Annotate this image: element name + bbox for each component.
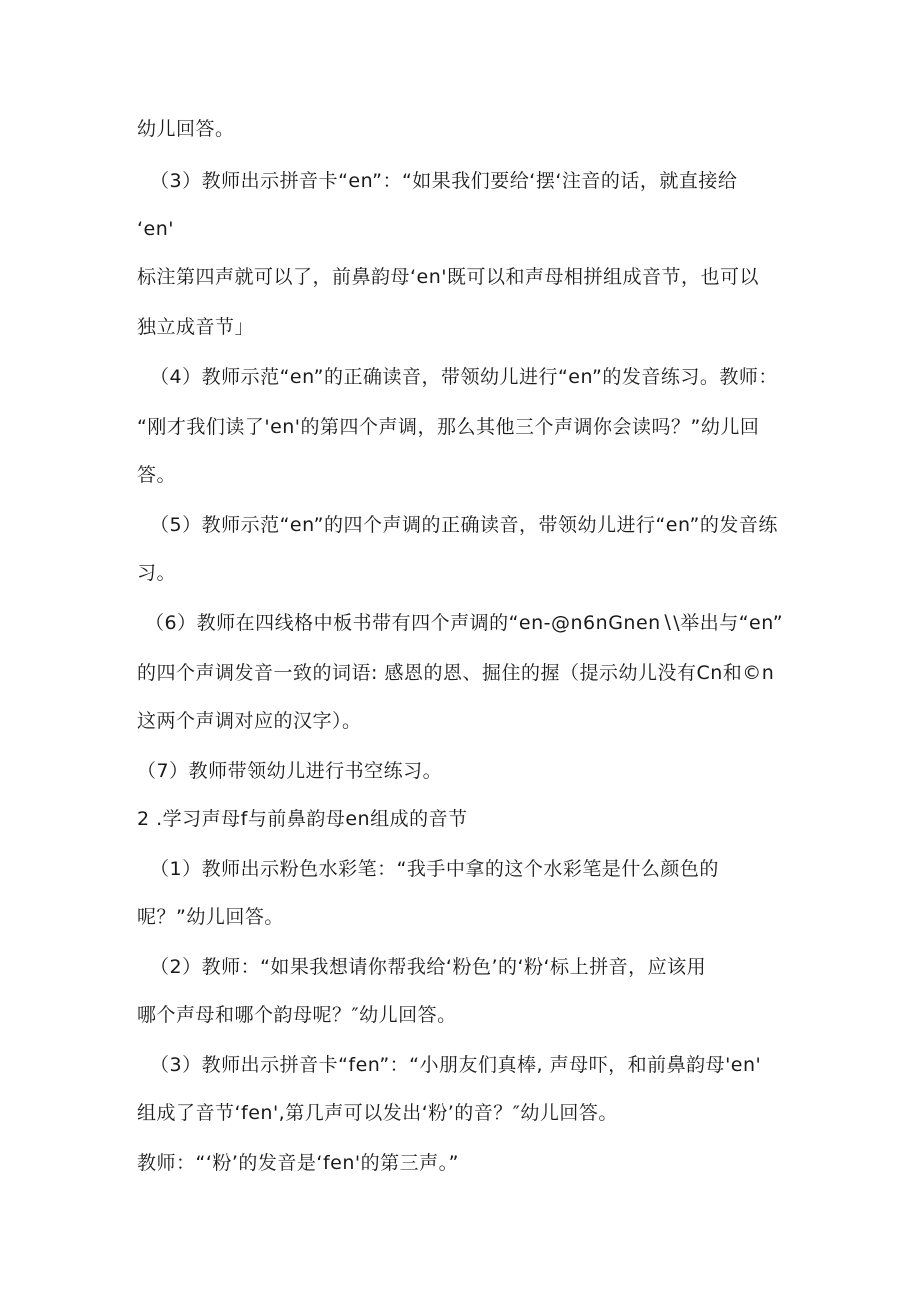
text-line: （1）教师出示粉色水彩笔：“我手中拿的这个水彩笔是什么颜色的 [150,858,719,880]
text-line: 独立成音节」 [137,316,255,338]
text-line: “刚才我们读了'en'的第四个声调，那么其他三个声调你会读吗？”幼儿回 [137,416,760,438]
text-line: 组成了音节‘fen',第几声可以发出‘粉’的音？″幼儿回答。 [137,1102,618,1124]
text-line: （4）教师示范“en”的正确读音，带领幼儿进行“en”的发音练习。教师： [150,366,778,388]
text-line: 习。 [137,562,177,584]
text-line: （7）教师带领幼儿进行书空练习。 [137,760,443,782]
text-line: ‘en' [137,218,174,240]
text-line: 教师：“‘粉’的发音是‘fen'的第三声。” [137,1152,459,1174]
text-line: （5）教师示范“en”的四个声调的正确读音，带领幼儿进行“en”的发音练 [150,514,778,536]
text-line: 幼儿回答。 [137,118,235,140]
text-line: 的四个声调发音一致的词语: 感恩的恩、掘住的握（提示幼儿没有Cn和©n [137,662,775,684]
text-line: （2）教师：“如果我想请你帮我给‘粉色’的‘粉‘标上拼音，应该用 [150,956,707,978]
text-line: （3）教师出示拼音卡“fen”：“小朋友们真棒, 声母吓，和前鼻韵母'en' [150,1054,762,1076]
text-line: （3）教师出示拼音卡“en”：“如果我们要给‘摆‘注音的话，就直接给 [150,170,738,192]
text-line: 呢？”幼儿回答。 [137,906,284,928]
text-line: 这两个声调对应的汉字）。 [137,710,362,732]
text-line: 哪个声母和哪个韵母呢？″幼儿回答。 [137,1004,457,1026]
text-line: 答。 [137,464,177,486]
text-line: 标注第四声就可以了，前鼻韵母‘en'既可以和声母相拼组成音节，也可以 [137,266,759,288]
section-heading: 2 .学习声母f与前鼻韵母en组成的音节 [137,808,468,830]
text-line: （6）教师在四线格中板书带有四个声调的“en-@n6nGnen∖\举出与“en” [145,612,784,634]
